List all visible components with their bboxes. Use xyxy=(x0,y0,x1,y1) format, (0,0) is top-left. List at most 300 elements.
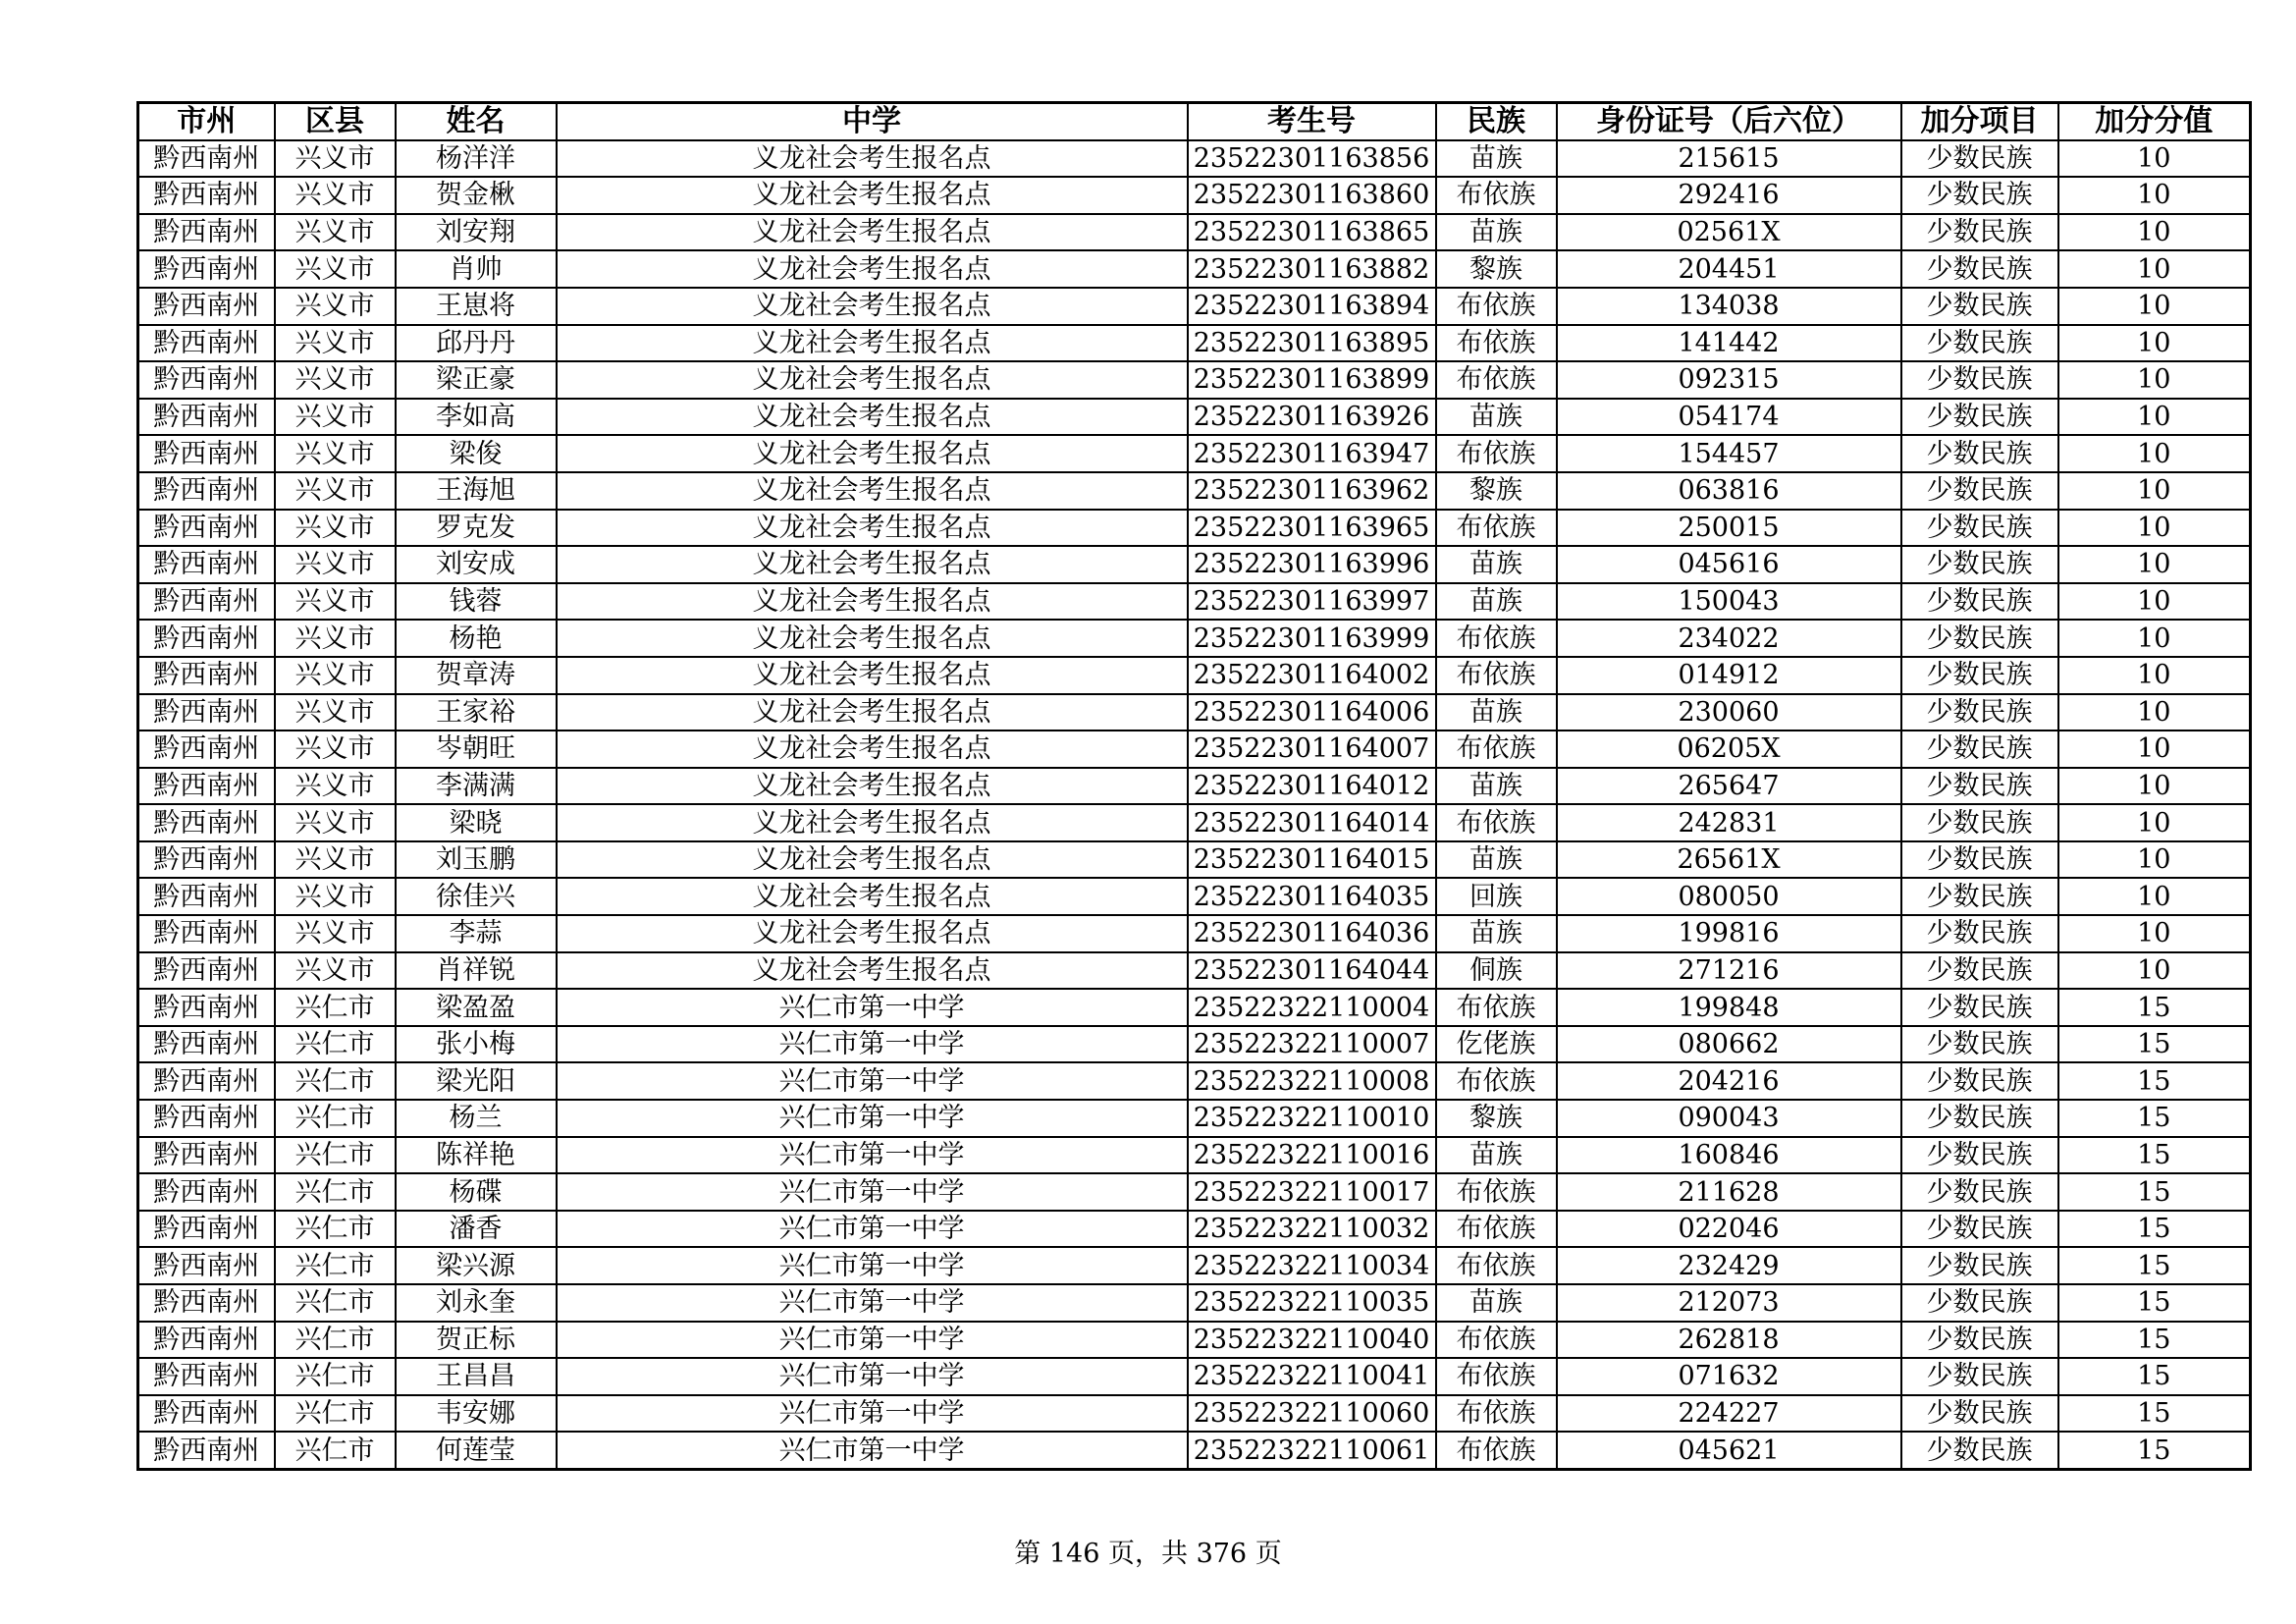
cell-name: 李满满 xyxy=(396,768,557,805)
table-body xyxy=(138,140,2251,1470)
cell-ethnicity: 布依族 xyxy=(1436,657,1557,694)
cell-district: 兴义市 xyxy=(275,546,396,583)
cell-ethnicity: 黎族 xyxy=(1436,250,1557,288)
cell-city: 黔西南州 xyxy=(138,694,275,731)
cell-district: 兴义市 xyxy=(275,361,396,399)
cell-district: 兴仁市 xyxy=(275,1247,396,1284)
cell-id-last-six: 234022 xyxy=(1557,620,1901,657)
cell-bonus-points: 10 xyxy=(2058,878,2251,915)
cell-id-last-six: 154457 xyxy=(1557,435,1901,472)
cell-exam-number: 23522301164007 xyxy=(1188,731,1436,768)
table-row xyxy=(138,1211,2251,1248)
cell-district: 兴仁市 xyxy=(275,1358,396,1395)
cell-district: 兴义市 xyxy=(275,731,396,768)
cell-district: 兴义市 xyxy=(275,583,396,621)
cell-ethnicity: 苗族 xyxy=(1436,915,1557,952)
cell-id-last-six: 262818 xyxy=(1557,1322,1901,1359)
cell-name: 杨洋洋 xyxy=(396,140,557,178)
cell-city: 黔西南州 xyxy=(138,472,275,510)
cell-exam-number: 23522301164006 xyxy=(1188,694,1436,731)
cell-exam-number: 23522322110035 xyxy=(1188,1284,1436,1322)
cell-exam-number: 23522322110060 xyxy=(1188,1395,1436,1433)
header-name: 姓名 xyxy=(396,103,557,140)
table-row xyxy=(138,1173,2251,1211)
cell-school: 义龙社会考生报名点 xyxy=(557,140,1188,178)
header-bonus-item: 加分项目 xyxy=(1901,103,2058,140)
cell-ethnicity: 布依族 xyxy=(1436,288,1557,325)
cell-exam-number: 23522301163860 xyxy=(1188,177,1436,214)
cell-exam-number: 23522301164012 xyxy=(1188,768,1436,805)
cell-name: 王海旭 xyxy=(396,472,557,510)
cell-school: 义龙社会考生报名点 xyxy=(557,915,1188,952)
table-row xyxy=(138,399,2251,436)
cell-exam-number: 23522322110032 xyxy=(1188,1211,1436,1248)
cell-school: 兴仁市第一中学 xyxy=(557,1137,1188,1174)
cell-city: 黔西南州 xyxy=(138,325,275,362)
cell-school: 义龙社会考生报名点 xyxy=(557,731,1188,768)
cell-city: 黔西南州 xyxy=(138,952,275,990)
cell-ethnicity: 苗族 xyxy=(1436,399,1557,436)
cell-bonus-points: 15 xyxy=(2058,1322,2251,1359)
cell-ethnicity: 回族 xyxy=(1436,878,1557,915)
cell-bonus-item: 少数民族 xyxy=(1901,288,2058,325)
table-row xyxy=(138,140,2251,178)
cell-bonus-points: 15 xyxy=(2058,1358,2251,1395)
cell-id-last-six: 080662 xyxy=(1557,1026,1901,1063)
cell-city: 黔西南州 xyxy=(138,620,275,657)
cell-bonus-points: 15 xyxy=(2058,1284,2251,1322)
cell-school: 义龙社会考生报名点 xyxy=(557,361,1188,399)
table-row xyxy=(138,325,2251,362)
cell-bonus-points: 10 xyxy=(2058,546,2251,583)
cell-exam-number: 23522301163899 xyxy=(1188,361,1436,399)
cell-bonus-points: 15 xyxy=(2058,1137,2251,1174)
cell-exam-number: 23522301164002 xyxy=(1188,657,1436,694)
cell-exam-number: 23522301163895 xyxy=(1188,325,1436,362)
table-row xyxy=(138,657,2251,694)
cell-id-last-six: 071632 xyxy=(1557,1358,1901,1395)
cell-bonus-item: 少数民族 xyxy=(1901,361,2058,399)
cell-city: 黔西南州 xyxy=(138,1322,275,1359)
cell-city: 黔西南州 xyxy=(138,250,275,288)
cell-district: 兴仁市 xyxy=(275,989,396,1026)
cell-name: 韦安娜 xyxy=(396,1395,557,1433)
cell-ethnicity: 布依族 xyxy=(1436,1062,1557,1100)
cell-id-last-six: 26561X xyxy=(1557,841,1901,879)
cell-id-last-six: 204216 xyxy=(1557,1062,1901,1100)
cell-city: 黔西南州 xyxy=(138,1100,275,1137)
cell-city: 黔西南州 xyxy=(138,657,275,694)
cell-id-last-six: 092315 xyxy=(1557,361,1901,399)
cell-city: 黔西南州 xyxy=(138,989,275,1026)
table-header-row xyxy=(138,103,2251,140)
cell-school: 兴仁市第一中学 xyxy=(557,1173,1188,1211)
cell-bonus-item: 少数民族 xyxy=(1901,1137,2058,1174)
cell-ethnicity: 布依族 xyxy=(1436,1395,1557,1433)
cell-id-last-six: 211628 xyxy=(1557,1173,1901,1211)
cell-city: 黔西南州 xyxy=(138,915,275,952)
cell-city: 黔西南州 xyxy=(138,177,275,214)
table-row xyxy=(138,288,2251,325)
cell-bonus-points: 10 xyxy=(2058,768,2251,805)
cell-exam-number: 23522322110041 xyxy=(1188,1358,1436,1395)
cell-id-last-six: 292416 xyxy=(1557,177,1901,214)
cell-exam-number: 23522301163947 xyxy=(1188,435,1436,472)
cell-bonus-points: 10 xyxy=(2058,657,2251,694)
cell-bonus-points: 10 xyxy=(2058,361,2251,399)
cell-exam-number: 23522301164014 xyxy=(1188,804,1436,841)
table-row xyxy=(138,989,2251,1026)
cell-school: 义龙社会考生报名点 xyxy=(557,472,1188,510)
cell-bonus-points: 10 xyxy=(2058,250,2251,288)
cell-bonus-item: 少数民族 xyxy=(1901,583,2058,621)
cell-bonus-points: 15 xyxy=(2058,1395,2251,1433)
table-row xyxy=(138,583,2251,621)
cell-city: 黔西南州 xyxy=(138,288,275,325)
table-row xyxy=(138,1358,2251,1395)
cell-city: 黔西南州 xyxy=(138,1247,275,1284)
cell-exam-number: 23522301163997 xyxy=(1188,583,1436,621)
cell-exam-number: 23522301164035 xyxy=(1188,878,1436,915)
cell-id-last-six: 063816 xyxy=(1557,472,1901,510)
cell-school: 兴仁市第一中学 xyxy=(557,1358,1188,1395)
cell-bonus-points: 10 xyxy=(2058,288,2251,325)
cell-city: 黔西南州 xyxy=(138,361,275,399)
cell-ethnicity: 苗族 xyxy=(1436,694,1557,731)
cell-name: 邱丹丹 xyxy=(396,325,557,362)
cell-school: 兴仁市第一中学 xyxy=(557,1284,1188,1322)
table-row xyxy=(138,1100,2251,1137)
cell-name: 肖帅 xyxy=(396,250,557,288)
cell-bonus-item: 少数民族 xyxy=(1901,841,2058,879)
cell-district: 兴义市 xyxy=(275,250,396,288)
cell-district: 兴仁市 xyxy=(275,1137,396,1174)
cell-school: 义龙社会考生报名点 xyxy=(557,768,1188,805)
cell-bonus-points: 15 xyxy=(2058,1062,2251,1100)
cell-name: 张小梅 xyxy=(396,1026,557,1063)
cell-ethnicity: 苗族 xyxy=(1436,1284,1557,1322)
cell-ethnicity: 苗族 xyxy=(1436,1137,1557,1174)
table-row xyxy=(138,1062,2251,1100)
cell-id-last-six: 160846 xyxy=(1557,1137,1901,1174)
cell-school: 兴仁市第一中学 xyxy=(557,1100,1188,1137)
cell-bonus-points: 10 xyxy=(2058,620,2251,657)
cell-bonus-points: 10 xyxy=(2058,140,2251,178)
header-exam-number: 考生号 xyxy=(1188,103,1436,140)
cell-bonus-points: 10 xyxy=(2058,583,2251,621)
cell-city: 黔西南州 xyxy=(138,1173,275,1211)
cell-city: 黔西南州 xyxy=(138,1395,275,1433)
cell-name: 李蒜 xyxy=(396,915,557,952)
cell-id-last-six: 080050 xyxy=(1557,878,1901,915)
cell-name: 刘永奎 xyxy=(396,1284,557,1322)
cell-bonus-points: 10 xyxy=(2058,915,2251,952)
cell-bonus-item: 少数民族 xyxy=(1901,510,2058,547)
cell-exam-number: 23522322110016 xyxy=(1188,1137,1436,1174)
cell-school: 义龙社会考生报名点 xyxy=(557,510,1188,547)
cell-district: 兴义市 xyxy=(275,177,396,214)
cell-exam-number: 23522301164015 xyxy=(1188,841,1436,879)
cell-bonus-points: 10 xyxy=(2058,472,2251,510)
cell-school: 义龙社会考生报名点 xyxy=(557,952,1188,990)
cell-bonus-item: 少数民族 xyxy=(1901,1395,2058,1433)
cell-city: 黔西南州 xyxy=(138,1432,275,1469)
cell-name: 杨艳 xyxy=(396,620,557,657)
cell-exam-number: 23522322110010 xyxy=(1188,1100,1436,1137)
cell-exam-number: 23522322110007 xyxy=(1188,1026,1436,1063)
cell-bonus-points: 15 xyxy=(2058,1211,2251,1248)
cell-ethnicity: 苗族 xyxy=(1436,546,1557,583)
cell-bonus-item: 少数民族 xyxy=(1901,620,2058,657)
cell-name: 梁晓 xyxy=(396,804,557,841)
cell-name: 王昌昌 xyxy=(396,1358,557,1395)
cell-ethnicity: 布依族 xyxy=(1436,435,1557,472)
cell-bonus-points: 10 xyxy=(2058,841,2251,879)
cell-district: 兴义市 xyxy=(275,472,396,510)
cell-bonus-points: 10 xyxy=(2058,952,2251,990)
cell-district: 兴义市 xyxy=(275,510,396,547)
cell-ethnicity: 布依族 xyxy=(1436,1173,1557,1211)
cell-bonus-points: 10 xyxy=(2058,731,2251,768)
cell-id-last-six: 224227 xyxy=(1557,1395,1901,1433)
cell-exam-number: 23522322110034 xyxy=(1188,1247,1436,1284)
cell-district: 兴义市 xyxy=(275,620,396,657)
cell-bonus-item: 少数民族 xyxy=(1901,768,2058,805)
cell-name: 王家裕 xyxy=(396,694,557,731)
cell-bonus-points: 10 xyxy=(2058,325,2251,362)
cell-district: 兴仁市 xyxy=(275,1432,396,1469)
cell-ethnicity: 苗族 xyxy=(1436,583,1557,621)
cell-name: 梁兴源 xyxy=(396,1247,557,1284)
cell-name: 刘玉鹏 xyxy=(396,841,557,879)
header-bonus-points: 加分分值 xyxy=(2058,103,2251,140)
cell-name: 刘安翔 xyxy=(396,214,557,251)
cell-bonus-points: 15 xyxy=(2058,1026,2251,1063)
cell-school: 兴仁市第一中学 xyxy=(557,1322,1188,1359)
cell-school: 兴仁市第一中学 xyxy=(557,1026,1188,1063)
cell-id-last-six: 230060 xyxy=(1557,694,1901,731)
cell-school: 义龙社会考生报名点 xyxy=(557,288,1188,325)
cell-ethnicity: 苗族 xyxy=(1436,140,1557,178)
cell-district: 兴仁市 xyxy=(275,1395,396,1433)
cell-city: 黔西南州 xyxy=(138,1026,275,1063)
cell-ethnicity: 布依族 xyxy=(1436,804,1557,841)
cell-id-last-six: 265647 xyxy=(1557,768,1901,805)
cell-ethnicity: 黎族 xyxy=(1436,472,1557,510)
cell-school: 义龙社会考生报名点 xyxy=(557,325,1188,362)
cell-city: 黔西南州 xyxy=(138,140,275,178)
cell-bonus-item: 少数民族 xyxy=(1901,915,2058,952)
cell-school: 义龙社会考生报名点 xyxy=(557,250,1188,288)
cell-exam-number: 23522301163996 xyxy=(1188,546,1436,583)
cell-school: 兴仁市第一中学 xyxy=(557,1247,1188,1284)
cell-name: 梁俊 xyxy=(396,435,557,472)
cell-district: 兴义市 xyxy=(275,325,396,362)
cell-school: 义龙社会考生报名点 xyxy=(557,214,1188,251)
cell-school: 义龙社会考生报名点 xyxy=(557,841,1188,879)
cell-ethnicity: 苗族 xyxy=(1436,841,1557,879)
cell-id-last-six: 150043 xyxy=(1557,583,1901,621)
cell-school: 义龙社会考生报名点 xyxy=(557,399,1188,436)
cell-name: 梁光阳 xyxy=(396,1062,557,1100)
table-row xyxy=(138,1395,2251,1433)
table-row xyxy=(138,435,2251,472)
cell-name: 陈祥艳 xyxy=(396,1137,557,1174)
cell-name: 杨兰 xyxy=(396,1100,557,1137)
cell-city: 黔西南州 xyxy=(138,768,275,805)
cell-bonus-points: 15 xyxy=(2058,1100,2251,1137)
cell-exam-number: 23522301163962 xyxy=(1188,472,1436,510)
cell-bonus-item: 少数民族 xyxy=(1901,952,2058,990)
cell-exam-number: 23522301163894 xyxy=(1188,288,1436,325)
cell-name: 肖祥锐 xyxy=(396,952,557,990)
cell-exam-number: 23522301163882 xyxy=(1188,250,1436,288)
cell-exam-number: 23522322110004 xyxy=(1188,989,1436,1026)
cell-id-last-six: 242831 xyxy=(1557,804,1901,841)
cell-bonus-item: 少数民族 xyxy=(1901,804,2058,841)
cell-bonus-item: 少数民族 xyxy=(1901,1211,2058,1248)
cell-city: 黔西南州 xyxy=(138,546,275,583)
cell-school: 义龙社会考生报名点 xyxy=(557,177,1188,214)
cell-bonus-item: 少数民族 xyxy=(1901,472,2058,510)
cell-bonus-item: 少数民族 xyxy=(1901,1432,2058,1469)
cell-district: 兴仁市 xyxy=(275,1211,396,1248)
cell-ethnicity: 布依族 xyxy=(1436,620,1557,657)
cell-ethnicity: 布依族 xyxy=(1436,989,1557,1026)
table-row xyxy=(138,1322,2251,1359)
cell-district: 兴义市 xyxy=(275,952,396,990)
cell-district: 兴义市 xyxy=(275,140,396,178)
cell-district: 兴义市 xyxy=(275,399,396,436)
cell-exam-number: 23522301164044 xyxy=(1188,952,1436,990)
cell-id-last-six: 232429 xyxy=(1557,1247,1901,1284)
cell-city: 黔西南州 xyxy=(138,1211,275,1248)
cell-ethnicity: 布依族 xyxy=(1436,1247,1557,1284)
cell-id-last-six: 054174 xyxy=(1557,399,1901,436)
cell-city: 黔西南州 xyxy=(138,214,275,251)
cell-bonus-item: 少数民族 xyxy=(1901,177,2058,214)
cell-bonus-item: 少数民族 xyxy=(1901,989,2058,1026)
cell-bonus-item: 少数民族 xyxy=(1901,325,2058,362)
cell-district: 兴仁市 xyxy=(275,1173,396,1211)
cell-bonus-points: 10 xyxy=(2058,399,2251,436)
cell-school: 义龙社会考生报名点 xyxy=(557,546,1188,583)
cell-exam-number: 23522301163926 xyxy=(1188,399,1436,436)
header-school: 中学 xyxy=(557,103,1188,140)
cell-school: 兴仁市第一中学 xyxy=(557,1062,1188,1100)
table-row xyxy=(138,731,2251,768)
table-row xyxy=(138,620,2251,657)
cell-bonus-item: 少数民族 xyxy=(1901,214,2058,251)
cell-bonus-item: 少数民族 xyxy=(1901,1358,2058,1395)
cell-ethnicity: 苗族 xyxy=(1436,214,1557,251)
cell-bonus-item: 少数民族 xyxy=(1901,399,2058,436)
cell-ethnicity: 侗族 xyxy=(1436,952,1557,990)
cell-city: 黔西南州 xyxy=(138,1358,275,1395)
cell-bonus-item: 少数民族 xyxy=(1901,657,2058,694)
cell-exam-number: 23522322110017 xyxy=(1188,1173,1436,1211)
cell-bonus-points: 10 xyxy=(2058,435,2251,472)
cell-bonus-points: 15 xyxy=(2058,989,2251,1026)
cell-school: 义龙社会考生报名点 xyxy=(557,878,1188,915)
cell-bonus-item: 少数民族 xyxy=(1901,1100,2058,1137)
cell-bonus-points: 15 xyxy=(2058,1247,2251,1284)
cell-exam-number: 23522301163965 xyxy=(1188,510,1436,547)
cell-id-last-six: 199848 xyxy=(1557,989,1901,1026)
cell-exam-number: 23522322110061 xyxy=(1188,1432,1436,1469)
cell-school: 义龙社会考生报名点 xyxy=(557,657,1188,694)
cell-district: 兴义市 xyxy=(275,768,396,805)
cell-id-last-six: 250015 xyxy=(1557,510,1901,547)
cell-school: 义龙社会考生报名点 xyxy=(557,435,1188,472)
cell-bonus-item: 少数民族 xyxy=(1901,546,2058,583)
cell-district: 兴仁市 xyxy=(275,1026,396,1063)
table-row xyxy=(138,952,2251,990)
cell-school: 义龙社会考生报名点 xyxy=(557,694,1188,731)
cell-id-last-six: 134038 xyxy=(1557,288,1901,325)
table-row xyxy=(138,1247,2251,1284)
cell-bonus-item: 少数民族 xyxy=(1901,1062,2058,1100)
cell-exam-number: 23522301163999 xyxy=(1188,620,1436,657)
cell-school: 兴仁市第一中学 xyxy=(557,989,1188,1026)
cell-bonus-points: 10 xyxy=(2058,214,2251,251)
header-city: 市州 xyxy=(138,103,275,140)
cell-id-last-six: 06205X xyxy=(1557,731,1901,768)
cell-school: 义龙社会考生报名点 xyxy=(557,804,1188,841)
cell-bonus-item: 少数民族 xyxy=(1901,250,2058,288)
cell-ethnicity: 仡佬族 xyxy=(1436,1026,1557,1063)
cell-district: 兴义市 xyxy=(275,694,396,731)
cell-name: 贺正标 xyxy=(396,1322,557,1359)
cell-id-last-six: 02561X xyxy=(1557,214,1901,251)
cell-id-last-six: 215615 xyxy=(1557,140,1901,178)
header-id-last-six: 身份证号（后六位） xyxy=(1557,103,1901,140)
cell-district: 兴仁市 xyxy=(275,1100,396,1137)
cell-city: 黔西南州 xyxy=(138,1137,275,1174)
cell-district: 兴仁市 xyxy=(275,1284,396,1322)
cell-school: 义龙社会考生报名点 xyxy=(557,620,1188,657)
cell-bonus-points: 15 xyxy=(2058,1432,2251,1469)
cell-name: 梁盈盈 xyxy=(396,989,557,1026)
cell-bonus-item: 少数民族 xyxy=(1901,694,2058,731)
cell-name: 贺金楸 xyxy=(396,177,557,214)
cell-bonus-points: 10 xyxy=(2058,694,2251,731)
cell-exam-number: 23522301163856 xyxy=(1188,140,1436,178)
cell-city: 黔西南州 xyxy=(138,399,275,436)
table-row xyxy=(138,694,2251,731)
cell-city: 黔西南州 xyxy=(138,878,275,915)
cell-ethnicity: 布依族 xyxy=(1436,731,1557,768)
cell-school: 兴仁市第一中学 xyxy=(557,1395,1188,1433)
cell-name: 杨碟 xyxy=(396,1173,557,1211)
cell-bonus-item: 少数民族 xyxy=(1901,1284,2058,1322)
cell-bonus-item: 少数民族 xyxy=(1901,731,2058,768)
cell-id-last-six: 045616 xyxy=(1557,546,1901,583)
cell-id-last-six: 090043 xyxy=(1557,1100,1901,1137)
table-row xyxy=(138,177,2251,214)
table-row xyxy=(138,1137,2251,1174)
cell-ethnicity: 苗族 xyxy=(1436,768,1557,805)
header-ethnicity: 民族 xyxy=(1436,103,1557,140)
table-row xyxy=(138,510,2251,547)
table-row xyxy=(138,214,2251,251)
page-footer: 第 146 页，共 376 页 xyxy=(1014,1539,1282,1569)
cell-exam-number: 23522301164036 xyxy=(1188,915,1436,952)
candidate-table xyxy=(136,101,2252,1471)
cell-ethnicity: 布依族 xyxy=(1436,177,1557,214)
cell-district: 兴义市 xyxy=(275,804,396,841)
cell-bonus-item: 少数民族 xyxy=(1901,878,2058,915)
